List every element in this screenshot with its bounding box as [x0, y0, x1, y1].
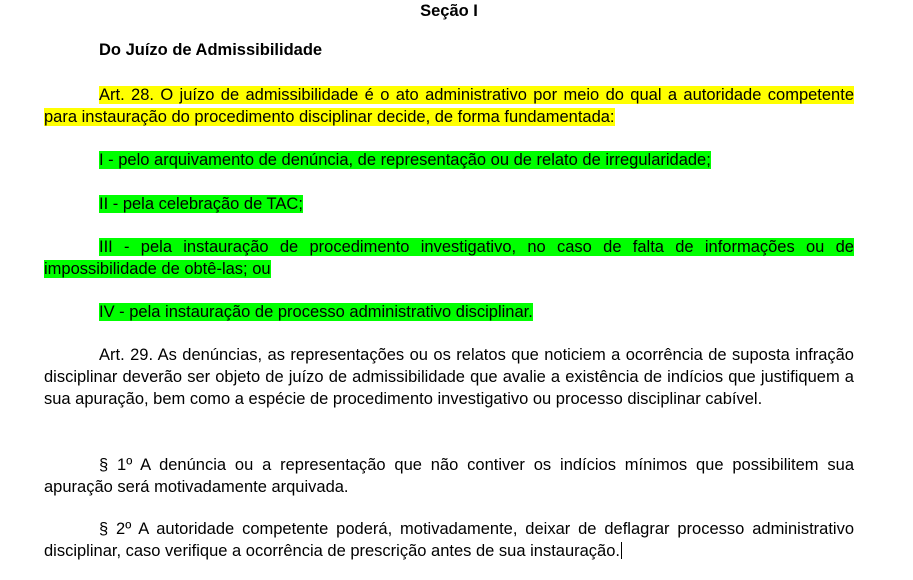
- item-iii-text: III - pela instauração de procedimento investigativo, no caso de falta de informações ou de impossibilidade de obtê-las; ou: [44, 238, 854, 278]
- subtitle: Do Juízo de Admissibilidade: [99, 41, 323, 59]
- item-i-text: I - pelo arquivamento de denúncia, de representação ou de relato de irregularidade;: [99, 151, 711, 169]
- paragraph-2-text: § 2º A autoridade competente poderá, motivadamente, deixar de deflagrar processo administrativo disciplinar, caso verifique a ocorrência de prescrição antes de sua instauração.: [44, 520, 854, 560]
- item-ii: [44, 193, 854, 215]
- item-ii-text: II - pela celebração de TAC;: [99, 195, 303, 213]
- item-iii: [44, 236, 854, 280]
- item-i: [44, 149, 854, 171]
- text-cursor: [621, 542, 622, 559]
- paragraph-2: [44, 518, 854, 562]
- article-28-text: Art. 28. O juízo de admissibilidade é o ato administrativo por meio do qual a autoridade competente para instauração do procedimento disciplinar decide, de forma fundamentada:: [44, 86, 854, 126]
- paragraph-1: § 1º A denúncia ou a representação que não contiver os indícios mínimos que possibilitem sua apuração será motivadamente arquivada.: [44, 456, 854, 496]
- item-iv: [44, 301, 854, 323]
- item-iv-text: IV - pela instauração de processo administrativo disciplinar.: [99, 303, 533, 321]
- section-title: Seção I: [420, 2, 478, 20]
- article-29: Art. 29. As denúncias, as representações ou os relatos que noticiem a ocorrência de suposta infração disciplinar deverão ser objeto de juízo de admissibilidade que avalie a existência de indícios que justifiquem a sua apuração, bem como a espécie de procedimento investigativo ou processo disciplinar cabível.: [44, 346, 854, 408]
- article-28: [44, 84, 854, 128]
